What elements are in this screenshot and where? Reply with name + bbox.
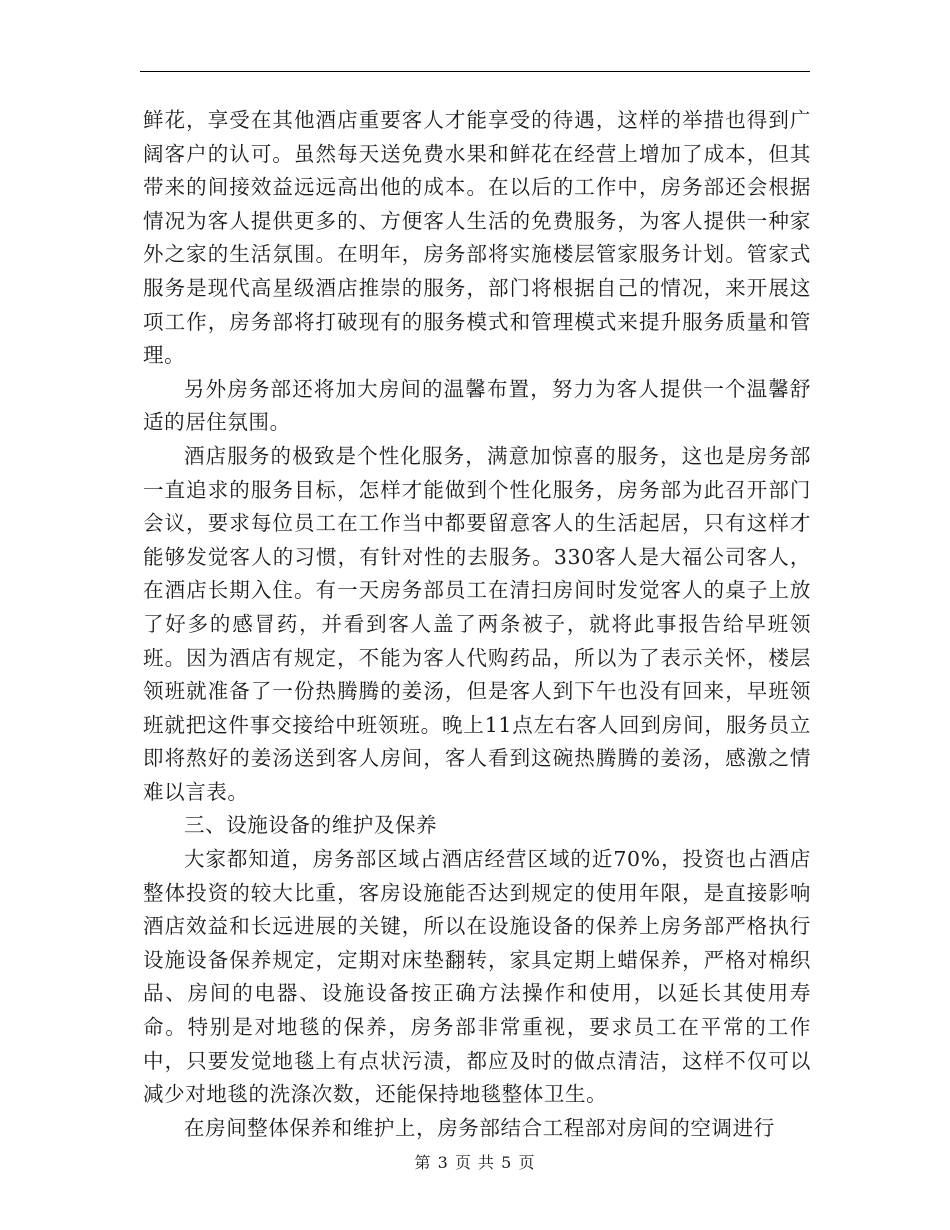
- document-body: [143, 104, 811, 1145]
- footer-total-word: 共: [478, 1153, 496, 1172]
- footer-total-pages: 5: [501, 1153, 513, 1172]
- footer-page-word: 页: [454, 1153, 472, 1172]
- paragraph: 在房间整体保养和维护上，房务部结合工程部对房间的空调进行: [184, 1115, 775, 1140]
- paragraph: 大家都知道，房务部区域占酒店经营区域的近70%，投资也占酒店整体投资的较大比重，客房设施能否达到规定的使用年限，是直接影响酒店效益和长远进展的关键，所以在设施设备的保养上房务部严格执行设施设备保养规定，定期对床垫翻转，家具定期上蜡保养，严格对棉织品、房间的电器、设施设备按正确方法操作和使用，以延长其使用寿命。特别是对地毯的保养，房务部非常重视，要求员工在平常的工作中，只要发觉地毯上有点状污渍，都应及时的做点清洁，这样不仅可以减少对地毯的洗涤次数，还能保持地毯整体卫生。: [143, 847, 811, 1107]
- section-heading: 三、设施设备的维护及保养: [184, 813, 438, 838]
- footer-prefix: 第: [414, 1153, 432, 1172]
- header-rule: [140, 71, 810, 72]
- paragraph: 酒店服务的极致是个性化服务，满意加惊喜的服务，这也是房务部一直追求的服务目标，怎样才能做到个性化服务，房务部为此召开部门会议，要求每位员工在工作当中都要留意客人的生活起居，只有这样才能够发觉客人的习惯，有针对性的去服务。330客人是大福公司客人，在酒店长期入住。有一天房务部员工在清扫房间时发觉客人的桌子上放了好多的感冒药，并看到客人盖了两条被子，就将此事报告给早班领班。因为酒店有规定，不能为客人代购药品，所以为了表示关怀，楼层领班就准备了一份热腾腾的姜汤，但是客人到下午也没有回来，早班领班就把这件事交接给中班领班。晚上11点左右客人回到房间，服务员立即将熬好的姜汤送到客人房间，客人看到这碗热腾腾的姜汤，感激之情难以言表。: [143, 443, 811, 804]
- paragraph: 另外房务部还将加大房间的温馨布置，努力为客人提供一个温馨舒适的居住氛围。: [143, 376, 811, 435]
- page-footer: [0, 1150, 950, 1173]
- footer-suffix: 页: [518, 1153, 536, 1172]
- footer-current-page: 3: [437, 1153, 449, 1172]
- paragraph: 鲜花，享受在其他酒店重要客人才能享受的待遇，这样的举措也得到广阔客户的认可。虽然每天送免费水果和鲜花在经营上增加了成本，但其带来的间接效益远远高出他的成本。在以后的工作中，房务部还会根据情况为客人提供更多的、方便客人生活的免费服务，为客人提供一种家外之家的生活氛围。在明年，房务部将实施楼层管家服务计划。管家式服务是现代高星级酒店推崇的服务，部门将根据自己的情况，来开展这项工作，房务部将打破现有的服务模式和管理模式来提升服务质量和管理。: [143, 108, 811, 368]
